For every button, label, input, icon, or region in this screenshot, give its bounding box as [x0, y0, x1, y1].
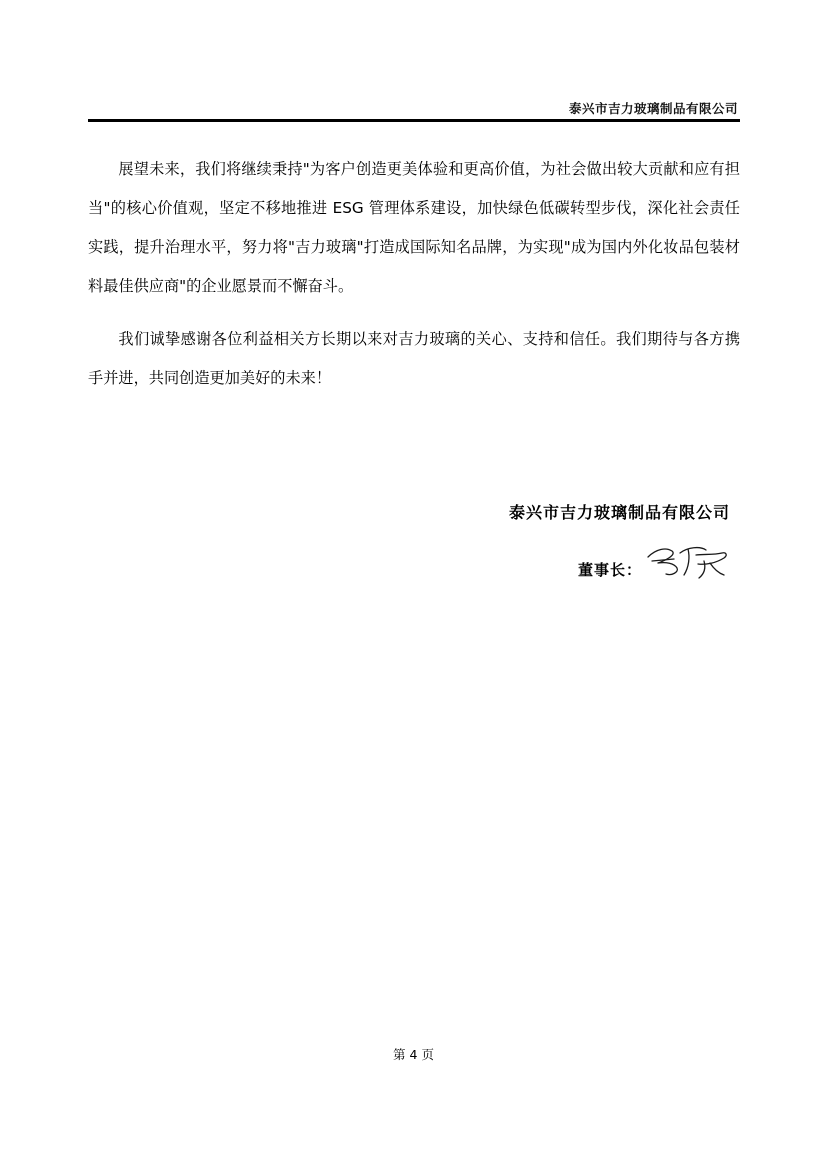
- body-paragraph-1: 展望未来，我们将继续秉持"为客户创造更美体验和更高价值，为社会做出较大贡献和应有担当"的核心价值观，坚定不移地推进 ESG 管理体系建设，加快绿色低碳转型步伐，深化社会责任实践，提升治理水平，努力将"吉力玻璃"打造成国际知名品牌，为实现"成为国内外化妆品包装材料最佳供应商"的企业愿景而不懈奋斗。: [88, 160, 740, 295]
- signature-company-name: 泰兴市吉力玻璃制品有限公司: [508, 503, 730, 522]
- page-footer: [0, 1044, 827, 1063]
- page-number: 第 4 页: [393, 1047, 434, 1062]
- header-divider: [88, 119, 740, 122]
- page-header: [88, 98, 740, 117]
- signature-row: [88, 547, 740, 591]
- header-company-name: 泰兴市吉力玻璃制品有限公司: [568, 101, 738, 116]
- document-body: [88, 150, 740, 412]
- body-paragraph-2: 我们诚挚感谢各位利益相关方长期以来对吉力玻璃的关心、支持和信任。我们期待与各方携手并进，共同创造更加美好的未来！: [88, 330, 740, 387]
- signature-title-label: 董事长：: [577, 560, 642, 579]
- handwritten-signature-icon: [644, 541, 730, 585]
- signature-block: [88, 500, 740, 591]
